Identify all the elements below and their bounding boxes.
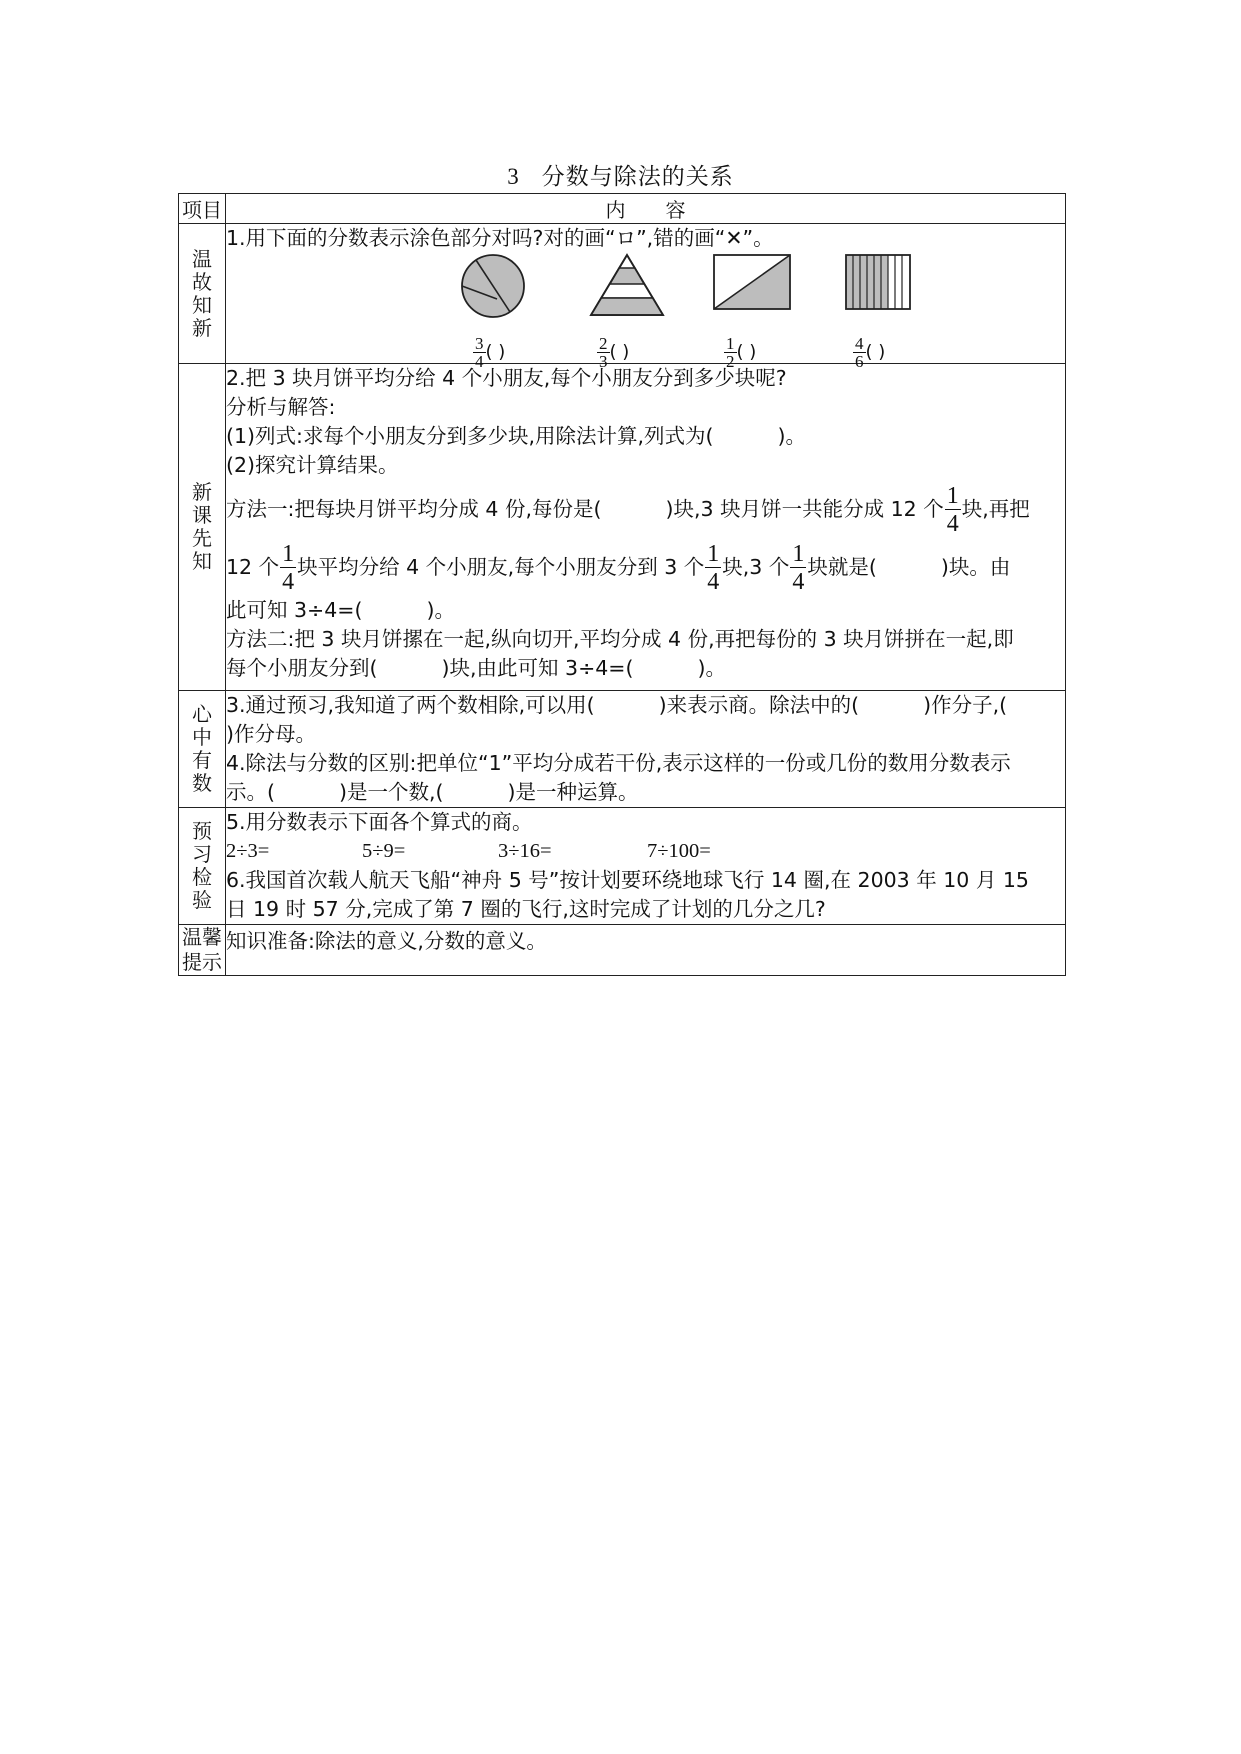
calc-2: 5÷9= bbox=[362, 840, 406, 862]
header-row bbox=[179, 194, 1066, 224]
q3-a: 3.通过预习,我知道了两个数相除,可以用( bbox=[226, 693, 595, 717]
title-text: 分数与除法的关系 bbox=[541, 164, 734, 190]
circle-numerator: 3 bbox=[475, 334, 484, 353]
q3-c: )作分子,( bbox=[923, 693, 1008, 717]
m1-e: 块平均分给 4 个小朋友,每个小朋友分到 3 个 bbox=[297, 555, 705, 579]
m1-f: 块,3 个 bbox=[722, 555, 790, 579]
triangle-fraction-label bbox=[597, 335, 629, 370]
quarter-num: 1 bbox=[792, 541, 805, 567]
triangle-fraction bbox=[597, 335, 610, 370]
review-label-4: 新 bbox=[192, 315, 212, 340]
preview-row bbox=[179, 808, 1066, 925]
rectangle-fraction bbox=[724, 335, 737, 370]
circle-fraction-label bbox=[473, 335, 505, 370]
rectangle-answer-paren: ( ) bbox=[736, 341, 757, 363]
question-4-cont bbox=[226, 778, 1065, 807]
tips-row bbox=[179, 925, 1066, 976]
check-box-symbol: ロ bbox=[615, 226, 637, 250]
mind-label bbox=[179, 691, 226, 808]
m1-c: 块,再把 bbox=[961, 497, 1030, 521]
m2-c: )块,由此可知 3÷4=( bbox=[441, 656, 634, 680]
mind-row bbox=[179, 691, 1066, 808]
m1-a: 方法一:把每块月饼平均分成 4 份,每份是( bbox=[226, 497, 602, 521]
triangle-numerator: 2 bbox=[599, 334, 608, 353]
question-2: 2.把 3 块月饼平均分给 4 个小朋友,每个小朋友分到多少块呢? bbox=[226, 366, 787, 390]
tips-content: 知识准备:除法的意义,分数的意义。 bbox=[226, 925, 1066, 976]
bars-answer-paren: ( ) bbox=[865, 341, 886, 363]
page-title bbox=[0, 158, 1241, 191]
quarter-den: 4 bbox=[946, 511, 959, 537]
circle-fraction bbox=[473, 335, 486, 370]
m1-i: 此可知 3÷4=( bbox=[226, 598, 363, 622]
review-label bbox=[179, 224, 226, 364]
new-lesson-content bbox=[226, 364, 1066, 691]
preview-label-2: 习 bbox=[192, 842, 212, 866]
method-2-line-2 bbox=[226, 654, 1065, 683]
mind-label-4: 数 bbox=[192, 771, 212, 795]
circle-answer-paren: ( ) bbox=[485, 341, 506, 363]
bars-denominator: 6 bbox=[855, 352, 864, 371]
q1-text: 1.用下面的分数表示涂色部分对吗?对的画“ bbox=[226, 226, 616, 250]
header-col-item: 项目 bbox=[179, 194, 226, 224]
quarter-den: 4 bbox=[792, 569, 805, 595]
circle-figure bbox=[459, 253, 527, 327]
bars-figure bbox=[844, 253, 912, 319]
q1-end: ”。 bbox=[742, 226, 774, 250]
circle-denominator: 4 bbox=[475, 352, 484, 371]
q3-b: )来表示商。除法中的( bbox=[658, 693, 860, 717]
question-6: 6.我国首次载人航天飞船“神舟 5 号”按计划要环绕地球飞行 14 圈,在 2003 年 10 月 15 bbox=[226, 868, 1029, 892]
mind-label-3: 有 bbox=[192, 748, 212, 772]
method-2-line-1: 方法二:把 3 块月饼摞在一起,纵向切开,平均分成 4 份,再把每份的 3 块月饼拼在一起,即 bbox=[226, 627, 1014, 651]
question-1 bbox=[226, 224, 1065, 253]
tips-label bbox=[179, 925, 226, 976]
fraction-quarter-1 bbox=[945, 484, 961, 536]
m1-g: 块就是( bbox=[807, 555, 877, 579]
step-2: (2)探究计算结果。 bbox=[226, 453, 399, 477]
question-5: 5.用分数表示下面各个算式的商。 bbox=[226, 810, 533, 834]
rectangle-figure bbox=[712, 253, 792, 319]
m1-h: )块。由 bbox=[940, 555, 1011, 579]
calc-1: 2÷3= bbox=[226, 840, 270, 862]
method-1-line-1 bbox=[226, 480, 1065, 538]
review-label-3: 知 bbox=[192, 292, 212, 317]
step1-text: (1)列式:求每个小朋友分到多少块,用除法计算,列式为( bbox=[226, 424, 714, 448]
mind-label-1: 心 bbox=[192, 702, 212, 726]
preview-label-3: 检 bbox=[192, 865, 212, 889]
new-lesson-row bbox=[179, 364, 1066, 691]
new-label-3: 先 bbox=[192, 526, 212, 550]
quarter-den: 4 bbox=[707, 569, 720, 595]
q4-c: )是一个数,( bbox=[339, 780, 444, 804]
quarter-num: 1 bbox=[282, 541, 295, 567]
preview-label-1: 预 bbox=[192, 819, 212, 843]
new-label-2: 课 bbox=[192, 503, 212, 527]
m2-d: )。 bbox=[697, 656, 726, 680]
tips-label-1: 温馨 bbox=[182, 925, 222, 949]
review-row bbox=[179, 224, 1066, 364]
preview-content bbox=[226, 808, 1066, 925]
bars-fraction-label bbox=[853, 335, 885, 370]
quarter-den: 4 bbox=[282, 569, 295, 595]
question-3 bbox=[226, 691, 1065, 720]
quarter-num: 1 bbox=[946, 483, 959, 509]
quarter-num: 1 bbox=[707, 541, 720, 567]
new-label-1: 新 bbox=[192, 480, 212, 504]
fraction-quarter-2 bbox=[280, 542, 296, 594]
calc-4: 7÷100= bbox=[647, 840, 711, 862]
m2-b: 每个小朋友分到( bbox=[226, 656, 378, 680]
calc-row bbox=[226, 837, 1065, 866]
question-6-cont: 日 19 时 57 分,完成了第 7 圈的飞行,这时完成了计划的几分之几? bbox=[226, 897, 826, 921]
question-4: 4.除法与分数的区别:把单位“1”平均分成若干份,表示这样的一份或几份的数用分数表示 bbox=[226, 751, 1011, 775]
new-label-4: 知 bbox=[192, 549, 212, 573]
q4-d: )是一种运算。 bbox=[507, 780, 639, 804]
analysis-heading: 分析与解答: bbox=[226, 395, 336, 419]
fraction-quarter-3 bbox=[705, 542, 721, 594]
fraction-quarter-4 bbox=[790, 542, 806, 594]
preview-label-4: 验 bbox=[192, 888, 212, 912]
new-lesson-label bbox=[179, 364, 226, 691]
bars-fraction bbox=[853, 335, 866, 370]
review-content bbox=[226, 224, 1066, 371]
calc-3: 3÷16= bbox=[498, 840, 552, 862]
mind-content bbox=[226, 691, 1066, 808]
rectangle-denominator: 2 bbox=[726, 352, 735, 371]
bars-numerator: 4 bbox=[855, 334, 864, 353]
q4-b: 示。( bbox=[226, 780, 275, 804]
m1-j: )。 bbox=[426, 598, 455, 622]
triangle-figure bbox=[589, 253, 665, 325]
mind-label-2: 中 bbox=[192, 725, 212, 749]
figure-row bbox=[226, 253, 1065, 371]
rectangle-numerator: 1 bbox=[726, 334, 735, 353]
header-col-content: 内容 bbox=[226, 194, 1066, 224]
m1-b: )块,3 块月饼一共能分成 12 个 bbox=[665, 497, 944, 521]
cross-icon: ✕ bbox=[725, 226, 743, 250]
question-3-cont: )作分母。 bbox=[226, 722, 316, 746]
review-label-2: 故 bbox=[192, 269, 212, 294]
triangle-answer-paren: ( ) bbox=[609, 341, 630, 363]
q1-mid: ”,错的画“ bbox=[636, 226, 726, 250]
review-label-1: 温 bbox=[192, 246, 212, 271]
step-1 bbox=[226, 422, 1065, 451]
m1-d: 12 个 bbox=[226, 555, 280, 579]
title-number: 3 bbox=[507, 164, 520, 189]
method-1-line-2 bbox=[226, 538, 1065, 596]
worksheet-table bbox=[178, 193, 1066, 976]
triangle-denominator: 3 bbox=[599, 352, 608, 371]
tips-label-2: 提示 bbox=[182, 950, 222, 974]
method-1-line-3 bbox=[226, 596, 1065, 625]
preview-label bbox=[179, 808, 226, 925]
rectangle-fraction-label bbox=[724, 335, 756, 370]
step1-end: )。 bbox=[777, 424, 806, 448]
